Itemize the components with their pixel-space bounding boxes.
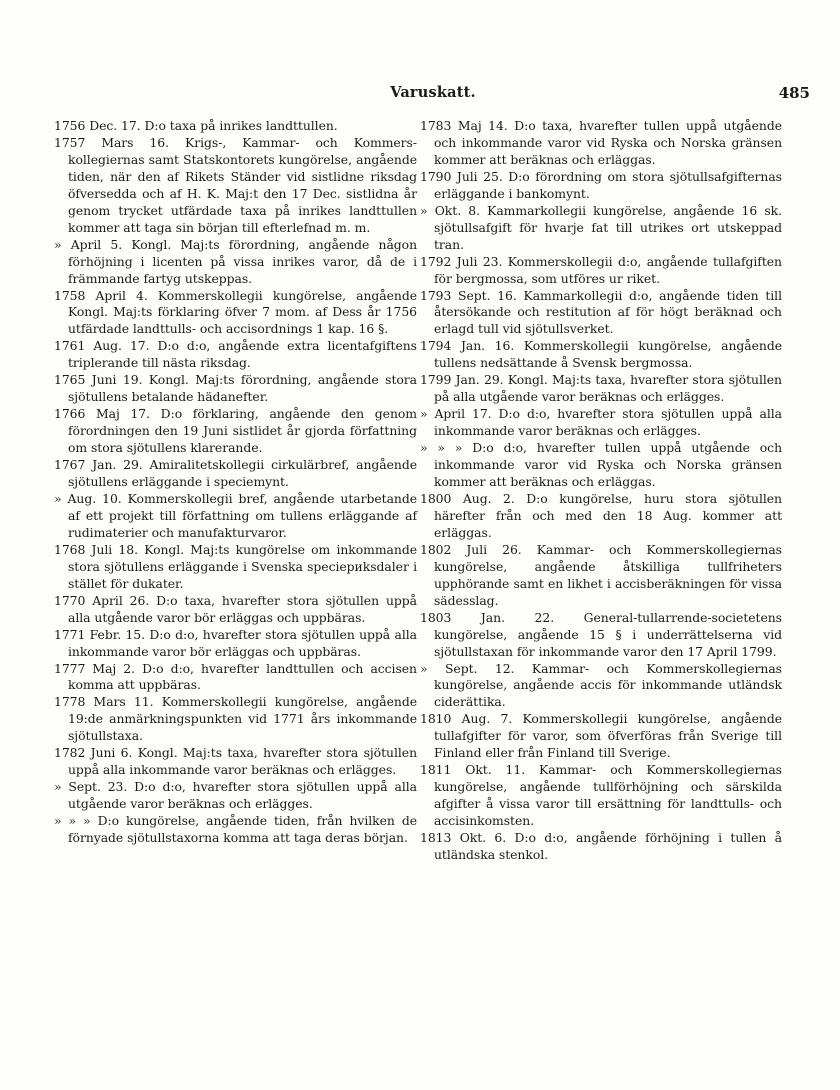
left-column xyxy=(54,118,417,847)
entry: 1767 Jan. 29. Amiralitetskollegii cirkulärbref, angående sjötullens erläggande i speciemynt. xyxy=(54,457,417,490)
entry: 1768 Juli 18. Kongl. Maj:ts kungörelse om inkommande stora sjötullens erläggande i Svenska speciериksdaler i stället för dukater. xyxy=(54,541,417,591)
entry: » April 17. D:o d:o, hvarefter stora sjötullen uppå alla inkommande varor beräknas och erlägges. xyxy=(420,406,782,439)
entry: » Sept. 23. D:o d:o, hvarefter stora sjötullen uppå alla utgående varor beräknas och erlägges. xyxy=(54,779,417,812)
entry: » » » D:o kungörelse, angående tiden, från hvilken de förnyade sjötullstaxorna komma att taga deras början. xyxy=(54,813,417,846)
entry: 1757 Mars 16. Krigs-, Kammar- och Kommers-kollegiernas samt Statskontorets kungörelse, angående tiden, när den af Rikets Ständer vid sistlidne riksdag öfversedda och af H. K. Maj:t den 17 Dec. sistlidna år genom trycket utfärdade taxa på inrikes landttullen kommer att taga sin början till efterlefnad m. m. xyxy=(54,134,417,235)
page-number: 485 xyxy=(778,84,810,102)
entry: » Sept. 12. Kammar- och Kommerskollegiernas kungörelse, angående accis för inkommande utländsk ciderättika. xyxy=(420,660,782,710)
entry: 1778 Mars 11. Kommerskollegii kungörelse, angående 19:de anmärkningspunkten vid 1771 års inkommande sjötullstaxa. xyxy=(54,694,417,744)
entry: 1777 Maj 2. D:o d:o, hvarefter landttullen och accisen komma att uppbäras. xyxy=(54,660,417,693)
entry: 1770 April 26. D:o taxa, hvarefter stora sjötullen uppå alla utgående varor bör erläggas och uppbäras. xyxy=(54,592,417,625)
entry: » » » D:o d:o, hvarefter tullen uppå utgående och inkommande varor vid Ryska och Norska gränsen kommer att beräknas och erläggas. xyxy=(420,440,782,490)
entry: 1802 Juli 26. Kammar- och Kommerskollegiernas kungörelse, angående åtskilliga tullfriheters upphörande samt en likhet i accisberäkningen för vissa sädesslag. xyxy=(420,541,782,608)
entry: 1790 Juli 25. D:o förordning om stora sjötullsafgifternas erläggande i bankomynt. xyxy=(420,168,782,201)
entry: 1794 Jan. 16. Kommerskollegii kungörelse, angående tullens nedsättande å Svensk bergmossa. xyxy=(420,338,782,371)
entry: 1799 Jan. 29. Kongl. Maj:ts taxa, hvarefter stora sjötullen på alla utgående varor beräknas och erlägges. xyxy=(420,372,782,405)
entry: 1800 Aug. 2. D:o kungörelse, huru stora sjötullen härefter från och med den 18 Aug. kommer att erläggas. xyxy=(420,490,782,540)
entry: 1765 Juni 19. Kongl. Maj:ts förordning, angående stora sjötullens betalande hädanefter. xyxy=(54,372,417,405)
page-header xyxy=(54,84,812,106)
entry: » April 5. Kongl. Maj:ts förordning, angående någon förhöjning i licenten på vissa inrikes varor, då de i främmande fartyg utskeppas. xyxy=(54,236,417,286)
entry: 1761 Aug. 17. D:o d:o, angående extra licentafgiftens triplerande till nästa riksdag. xyxy=(54,338,417,371)
right-column xyxy=(420,118,782,864)
entry: 1810 Aug. 7. Kommerskollegii kungörelse, angående tullafgifter för varor, som öfverföras från Sverige till Finland eller från Finland till Sverige. xyxy=(420,711,782,761)
entry: » Aug. 10. Kommerskollegii bref, angående utarbetande af ett projekt till författning om tullens erläggande af rudimaterier och manufakturvaror. xyxy=(54,490,417,540)
entry: 1783 Maj 14. D:o taxa, hvarefter tullen uppå utgående och inkommande varor vid Ryska och Norska gränsen kommer att beräknas och erläggas. xyxy=(420,118,782,167)
entry: 1803 Jan. 22. General-tullarrende-societetens kungörelse, angående 15 § i underrättelserna vid sjötullstaxan för inkommande varor den 17 April 1799. xyxy=(420,609,782,659)
entry: 1793 Sept. 16. Kammarkollegii d:o, angående tiden till återsökande och restitution af för högt beräknad och erlagd tull vid sjötullsverket. xyxy=(420,287,782,337)
entry: 1792 Juli 23. Kommerskollegii d:o, angående tullafgiften för bergmossa, som utföres ur riket. xyxy=(420,253,782,286)
entry: 1756 Dec. 17. D:o taxa på inrikes landttullen. xyxy=(54,118,338,133)
running-title: Varuskatt. xyxy=(390,84,476,101)
entry: » Okt. 8. Kammarkollegii kungörelse, angående 16 sk. sjötullsafgift för hvarje fat till utrikes ort utskeppad tran. xyxy=(420,202,782,252)
entry: 1811 Okt. 11. Kammar- och Kommerskollegiernas kungörelse, angående tullförhöjning och särskilda afgifter å vissa varor till ersättning för landttulls- och accisinkomsten. xyxy=(420,762,782,829)
entry: 1771 Febr. 15. D:o d:o, hvarefter stora sjötullen uppå alla inkommande varor bör erläggas och uppbäras. xyxy=(54,626,417,659)
entry: 1758 April 4. Kommerskollegii kungörelse, angående Kongl. Maj:ts förklaring öfver 7 mom. af Dess år 1756 utfärdade landttulls- och accisordnings 1 kap. 16 §. xyxy=(54,287,417,337)
entry: 1813 Okt. 6. D:o d:o, angående förhöjning i tullen å utländska stenkol. xyxy=(420,830,782,862)
entry: 1766 Maj 17. D:o förklaring, angående den genom förordningen den 19 Juni sistlidet år gjorda författning om stora sjötullens klarerande. xyxy=(54,406,417,456)
entry: 1782 Juni 6. Kongl. Maj:ts taxa, hvarefter stora sjötullen uppå alla inkommande varor beräknas och erlägges. xyxy=(54,745,417,778)
